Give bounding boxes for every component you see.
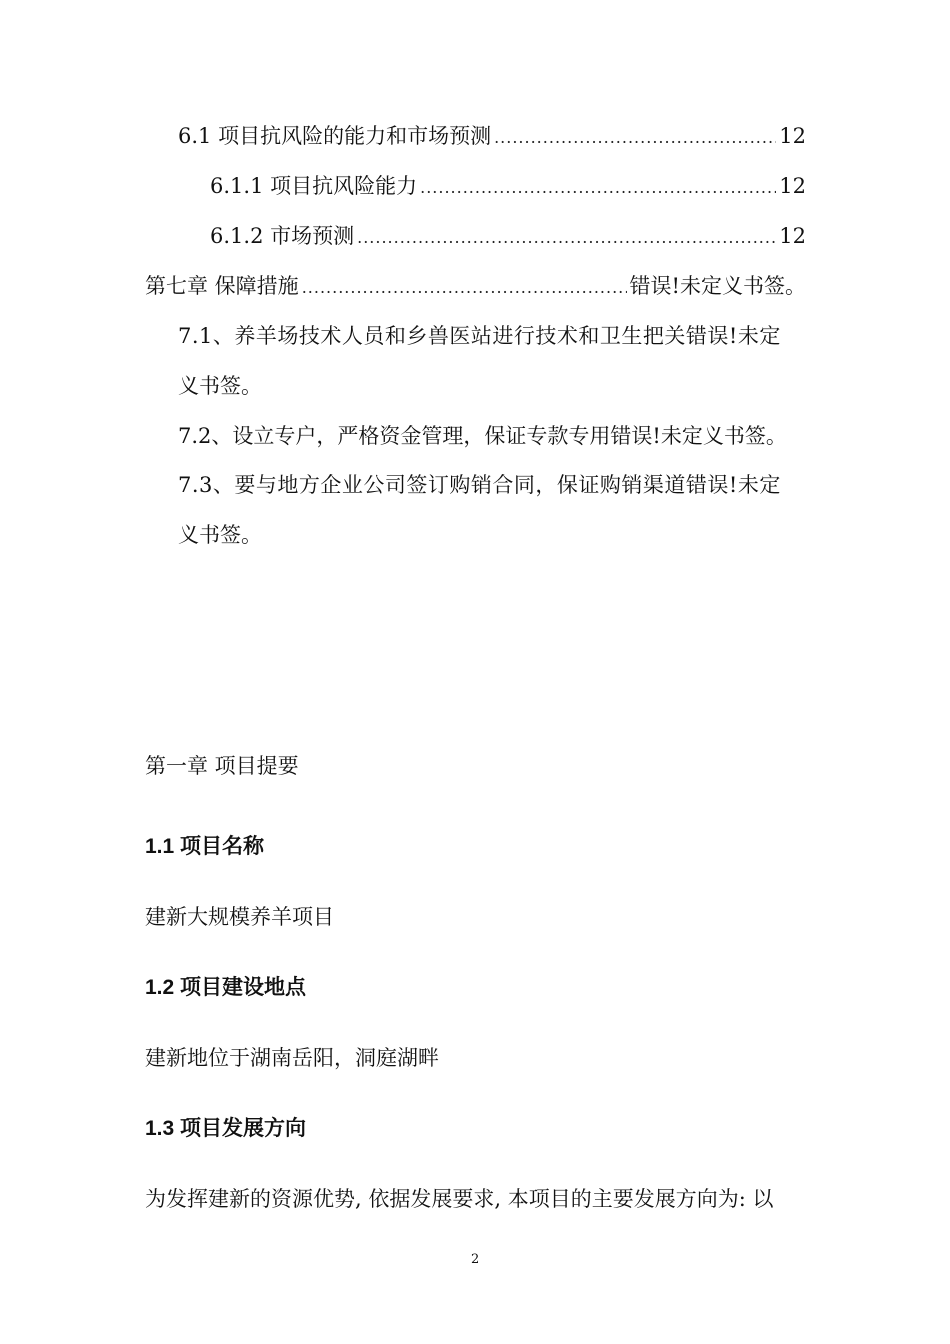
toc-leader-dots <box>357 224 776 252</box>
toc-label-line1: 7.3、要与地方企业公司签订购销合同，保证购销渠道错误!未定 <box>178 473 781 497</box>
toc-leader-dots <box>494 124 776 152</box>
toc-page: 12 <box>779 174 806 198</box>
toc-entry-7-3-continued <box>178 521 262 549</box>
toc-leader-dots <box>302 274 627 302</box>
section-heading-1-3: 1.3 项目发展方向 <box>145 1117 307 1140</box>
toc-label: 7.2、设立专户，严格资金管理，保证专款专用 <box>178 424 611 448</box>
toc-label: 6.1.2 市场预测 <box>210 224 355 248</box>
section-body-1-2: 建新地位于湖南岳阳，洞庭湖畔 <box>145 1046 439 1070</box>
toc-page: 12 <box>779 224 806 248</box>
toc-page: 错误!未定义书签。 <box>629 274 806 298</box>
chapter-title: 第一章 项目提要 <box>145 754 299 778</box>
toc-entry-7-2[interactable] <box>178 422 806 450</box>
section-body-1-1: 建新大规模养羊项目 <box>145 905 334 929</box>
toc-leader-dots <box>420 174 776 202</box>
toc-label-line2: 义书签。 <box>178 374 262 398</box>
section-body-1-3: 为发挥建新的资源优势, 依据发展要求, 本项目的主要发展方向为: 以 <box>145 1187 774 1211</box>
toc-page: 错误!未定义书签。 <box>610 424 787 448</box>
toc-label: 6.1 项目抗风险的能力和市场预测 <box>178 124 492 148</box>
section-heading-1-1: 1.1 项目名称 <box>145 835 265 858</box>
toc-entry-7-1-continued <box>178 372 262 400</box>
toc-entry-chapter-7[interactable] <box>145 272 806 302</box>
section-heading-1-2: 1.2 项目建设地点 <box>145 976 307 999</box>
toc-entry-6-1[interactable] <box>178 122 806 152</box>
page-number: 2 <box>471 1252 480 1267</box>
toc-entry-7-3[interactable] <box>178 471 806 499</box>
toc-label-line2: 义书签。 <box>178 523 262 547</box>
toc-label: 第七章 保障措施 <box>145 274 299 298</box>
toc-entry-6-1-2[interactable] <box>210 222 806 252</box>
toc-entry-7-1[interactable] <box>178 322 806 350</box>
toc-label: 6.1.1 项目抗风险能力 <box>210 174 418 198</box>
toc-entry-6-1-1[interactable] <box>210 172 806 202</box>
toc-label-line1: 7.1、养羊场技术人员和乡兽医站进行技术和卫生把关错误!未定 <box>178 324 781 348</box>
toc-page: 12 <box>779 124 806 148</box>
